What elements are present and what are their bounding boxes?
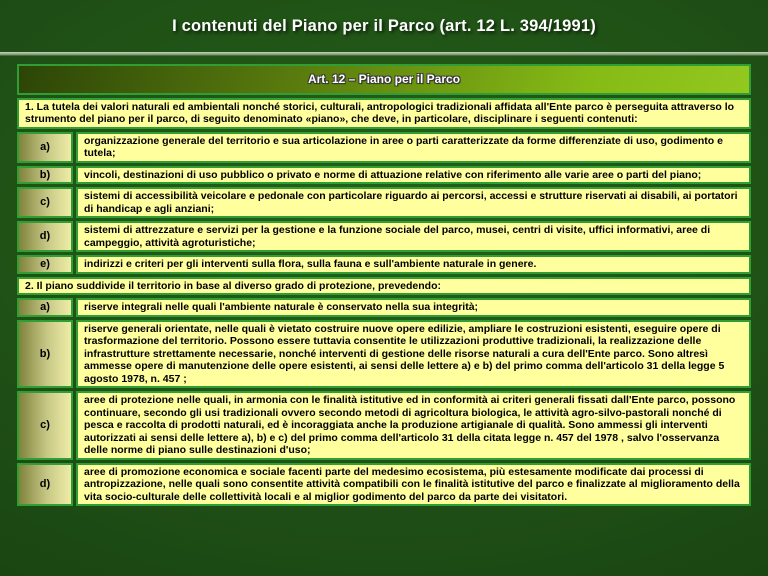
table-row	[17, 391, 751, 460]
row-text: indirizzi e criteri per gli interventi sulla flora, sulla fauna e sull'ambiente naturale in genere.	[76, 255, 751, 274]
table-header-row	[17, 64, 751, 95]
row-text: 2. Il piano suddivide il territorio in base al diverso grado di protezione, prevedendo:	[17, 277, 751, 296]
table-row	[17, 166, 751, 185]
row-text: aree di promozione economica e sociale facenti parte del medesimo ecosistema, più estesamente modificate dai processi di antropizzazione, nelle quali sono consentite attività compatibili con le finalità istitutive del parco e finalizzate al miglioramento della vita socio-culturale delle collettività locali e al miglior godimento del parco da parte dei visitatori.	[76, 463, 751, 507]
row-letter: e)	[17, 255, 73, 274]
table-row	[17, 255, 751, 274]
table-row	[17, 221, 751, 252]
row-text: sistemi di accessibilità veicolare e pedonale con particolare riguardo ai percorsi, accessi e strutture riservati ai disabili, ai portatori di handicap e agli anziani;	[76, 187, 751, 218]
row-text: aree di protezione nelle quali, in armonia con le finalità istitutive ed in conformità ai criteri generali fissati dall'Ente parco, possono continuare, secondo gli usi tradizionali ovvero secondo metodi di agricoltura biologica, le attività agro-silvo-pastorali nonché di pesca e raccolta di prodotti naturali, ed è incoraggiata anche la produzione artigianale di qualità. Sono ammessi gli interventi autorizzati ai sensi delle lettere a), b) e c) del primo comma dell'articolo 31 della citata legge n. 457 del 1978 , salvo l'osservanza delle norme di piano sulle destinazioni d'uso;	[76, 391, 751, 460]
row-letter: c)	[17, 391, 73, 460]
row-letter: a)	[17, 132, 73, 163]
table-row	[17, 298, 751, 317]
row-letter: b)	[17, 320, 73, 389]
row-text: riserve generali orientate, nelle quali è vietato costruire nuove opere edilizie, ampliare le costruzioni esistenti, eseguire opere di trasformazione del territorio. Possono essere tuttavia consentite le utilizzazioni produttive tradizionali, la realizzazione delle infrastrutture strettamente necessarie, nonché interventi di gestione delle risorse naturali a cura dell'Ente parco. Sono altresì ammesse opere di manutenzione delle opere esistenti, ai sensi delle lettere a) e b) del primo comma dell'articolo 31 della legge 5 agosto 1978, n. 457 ;	[76, 320, 751, 389]
table-row	[17, 187, 751, 218]
row-letter: b)	[17, 166, 73, 185]
row-text: vincoli, destinazioni di uso pubblico o privato e norme di attuazione relative con riferimento alle varie aree o parti del piano;	[76, 166, 751, 185]
row-text: organizzazione generale del territorio e sua articolazione in aree o parti caratterizzate da forme differenziate di uso, godimento e tutela;	[76, 132, 751, 163]
row-text: sistemi di attrezzature e servizi per la gestione e la funzione sociale del parco, musei, centri di visite, uffici informativi, aree di campeggio, attività agroturistiche;	[76, 221, 751, 252]
table-header-cell: Art. 12 – Piano per il Parco	[17, 64, 751, 95]
table-row	[17, 463, 751, 507]
title-bar	[0, 0, 768, 52]
row-letter: a)	[17, 298, 73, 317]
row-text: 1. La tutela dei valori naturali ed ambientali nonché storici, culturali, antropologici tradizionali affidata all'Ente parco è perseguita attraverso lo strumento del piano per il parco, di seguito denominato «piano», che deve, in particolare, disciplinare i seguenti contenuti:	[17, 98, 751, 129]
content-table	[14, 61, 754, 509]
title-divider	[0, 52, 768, 56]
table-row	[17, 98, 751, 129]
table-row	[17, 277, 751, 296]
slide-title: I contenuti del Piano per il Parco (art. 12 L. 394/1991)	[172, 16, 596, 35]
row-letter: d)	[17, 221, 73, 252]
row-letter: d)	[17, 463, 73, 507]
table-row	[17, 320, 751, 389]
row-letter: c)	[17, 187, 73, 218]
table-row	[17, 132, 751, 163]
row-text: riserve integrali nelle quali l'ambiente naturale è conservato nella sua integrità;	[76, 298, 751, 317]
